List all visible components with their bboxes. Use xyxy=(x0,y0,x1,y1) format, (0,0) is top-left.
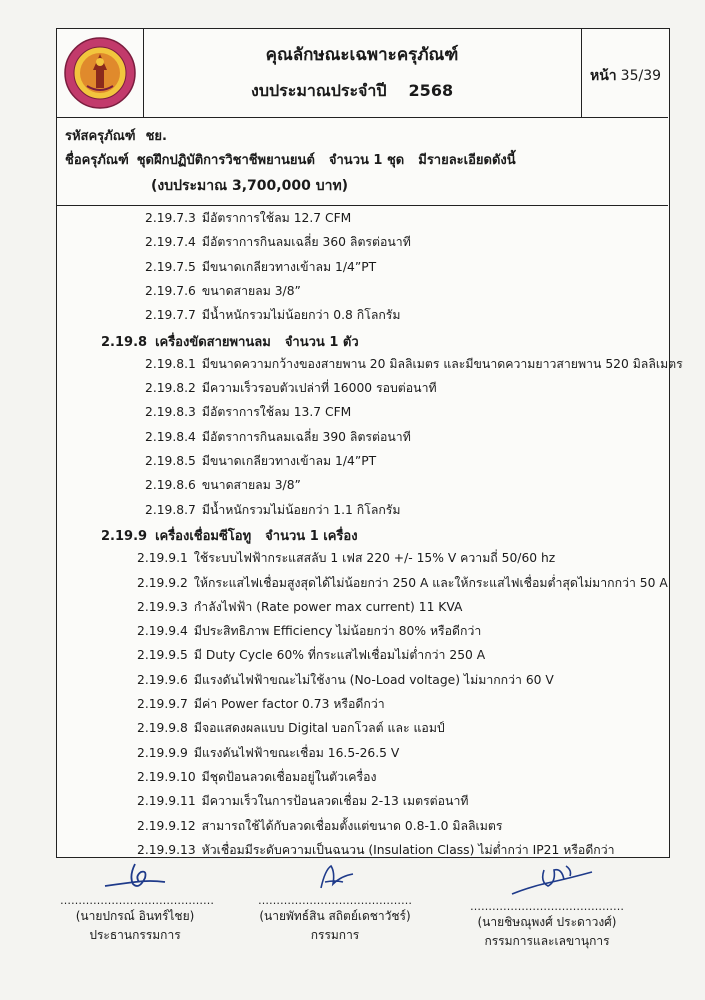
section-title: เครื่องขัดสายพานลม xyxy=(155,334,271,350)
signature-line: …………………………………… xyxy=(258,894,412,907)
item-text: มีอัตราการกินลมเฉลี่ย 360 ลิตรต่อนาที xyxy=(201,235,411,250)
spec-section-heading xyxy=(101,331,359,352)
item-text: ให้กระแสไฟเชื่อมสูงสุดได้ไม่น้อยกว่า 250 A และให้กระแสไฟเชื่อมต่ำสุดไม่มากกว่า 50 A xyxy=(193,575,668,590)
item-text: มีอัตราการใช้ลม 13.7 CFM xyxy=(201,405,352,420)
section-quantity: จำนวน 1 เครื่อง xyxy=(265,528,358,544)
item-text: มีแรงดันไฟฟ้าขณะไม่ใช้งาน (No-Load voltage) ไม่มากกว่า 60 V xyxy=(193,672,554,687)
item-text: มีน้ำหนักรวมไม่น้อยกว่า 0.8 กิโลกรัม xyxy=(201,308,401,323)
spec-item xyxy=(145,258,376,277)
item-text: ขนาดสายลม 3/8” xyxy=(201,478,301,493)
page-value: 35/39 xyxy=(620,68,662,84)
item-number: 2.19.9.12 xyxy=(137,818,196,833)
item-text: มีค่า Power factor 0.73 หรือดีกว่า xyxy=(193,697,385,711)
item-number: 2.19.8.5 xyxy=(145,454,196,468)
item-text: มีแรงดันไฟฟ้าขณะเชื่อม 16.5-26.5 V xyxy=(193,745,400,760)
spec-item xyxy=(145,379,437,398)
item-text: มีชุดป้อนลวดเชื่อมอยู่ในตัวเครื่อง xyxy=(201,769,377,784)
equipment-name-line xyxy=(65,149,516,170)
name-value: ชุดฝึกปฏิบัติการวิชาชีพยานยนต์ xyxy=(136,153,315,168)
name-label: ชื่อครุภัณฑ์ xyxy=(65,153,129,168)
budget-year-label: งบประมาณประจำปี xyxy=(251,81,387,100)
item-text: สามารถใช้ได้กับลวดเชื่อมตั้งแต่ขนาด 0.8-1.0 มิลลิเมตร xyxy=(201,818,503,833)
equipment-code-line xyxy=(65,125,167,146)
item-number: 2.19.7.7 xyxy=(145,308,196,323)
budget-amount: (งบประมาณ 3,700,000 บาท) xyxy=(151,178,349,194)
title-cell xyxy=(143,29,581,117)
signature-line: …………………………………… xyxy=(60,894,214,907)
signer-name: (นายชิษณุพงศ์ ประดาวงศ์) xyxy=(477,915,617,929)
spec-item xyxy=(145,306,401,325)
code-value: ชย. xyxy=(145,129,167,144)
item-number: 2.19.9.4 xyxy=(137,624,188,639)
spec-item xyxy=(137,841,615,860)
item-number: 2.19.9.9 xyxy=(137,745,188,760)
budget-year-value: 2568 xyxy=(408,81,454,100)
item-text: มีจอแสดงผลแบบ Digital บอกโวลต์ และ แอมป์ xyxy=(193,721,445,736)
item-text: มีอัตราการใช้ลม 12.7 CFM xyxy=(201,211,352,225)
spec-item xyxy=(137,574,668,593)
item-number: 2.19.7.6 xyxy=(145,283,196,298)
spec-sheet xyxy=(56,28,683,858)
item-number: 2.19.9.2 xyxy=(137,575,188,590)
signature-line: …………………………………… xyxy=(470,900,624,913)
detail-note: มีรายละเอียดดังนี้ xyxy=(418,153,516,168)
signer-role: กรรมการและเลขานุการ xyxy=(484,934,610,948)
section-number: 2.19.9 xyxy=(101,528,148,544)
handwritten-signature xyxy=(95,860,175,894)
item-number: 2.19.9.10 xyxy=(137,769,196,784)
item-number: 2.19.9.13 xyxy=(137,842,196,857)
signer-role: ประธานกรรมการ xyxy=(89,928,181,942)
spec-item xyxy=(137,646,485,665)
budget-year-line xyxy=(251,79,453,104)
document-header xyxy=(57,29,668,118)
item-number: 2.19.7.4 xyxy=(145,235,196,250)
spec-item xyxy=(137,622,481,641)
item-text: มีขนาดเกลียวทางเข้าลม 1/4”PT xyxy=(201,454,377,468)
item-text: กำลังไฟฟ้า (Rate power max current) 11 KVA xyxy=(193,599,463,614)
item-text: มีน้ำหนักรวมไม่น้อยกว่า 1.1 กิโลกรัม xyxy=(201,502,401,517)
item-text: หัวเชื่อมมีระดับความเป็นฉนวน (Insulation Class) ไม่ต่ำกว่า IP21 หรือดีกว่า xyxy=(201,842,615,857)
document-title: คุณลักษณะเฉพาะครุภัณฑ์ xyxy=(265,45,459,65)
spec-item xyxy=(145,476,301,495)
spec-item xyxy=(137,695,385,714)
item-number: 2.19.7.5 xyxy=(145,259,196,274)
item-number: 2.19.8.7 xyxy=(145,502,196,517)
spec-item xyxy=(145,452,376,471)
spec-section-heading xyxy=(101,525,358,546)
spec-item xyxy=(145,501,401,520)
page-label: หน้า xyxy=(589,68,617,84)
item-number: 2.19.9.5 xyxy=(137,648,188,663)
spec-item xyxy=(137,671,554,690)
spec-item xyxy=(145,355,683,374)
item-text: มีประสิทธิภาพ Efficiency ไม่น้อยกว่า 80% หรือดีกว่า xyxy=(193,624,482,639)
item-text: มี Duty Cycle 60% ที่กระแสไฟเชื่อมไม่ต่ำกว่า 250 A xyxy=(193,648,486,663)
item-number: 2.19.8.1 xyxy=(145,356,196,371)
spec-item xyxy=(137,792,468,811)
item-text: ขนาดสายลม 3/8” xyxy=(201,283,301,298)
signature-block-chair xyxy=(60,860,214,945)
item-number: 2.19.8.6 xyxy=(145,478,196,493)
spec-item xyxy=(137,549,555,568)
signer-name: (นายพัทธ์สิน สถิตย์เดชาวัชร์) xyxy=(259,909,411,923)
item-number: 2.19.9.1 xyxy=(137,551,188,566)
spec-item xyxy=(145,403,351,422)
handwritten-signature xyxy=(492,860,602,900)
item-number: 2.19.9.7 xyxy=(137,697,188,711)
spec-item xyxy=(137,598,462,617)
spec-item xyxy=(145,233,411,252)
item-number: 2.19.9.8 xyxy=(137,721,188,736)
spec-item xyxy=(145,282,301,301)
section-quantity: จำนวน 1 ตัว xyxy=(284,334,359,350)
signature-block-member xyxy=(250,860,420,945)
item-number: 2.19.9.11 xyxy=(137,794,196,809)
equipment-info xyxy=(57,117,668,206)
spec-item xyxy=(137,719,445,738)
logo-cell xyxy=(57,29,144,117)
handwritten-signature xyxy=(295,860,375,894)
spec-item xyxy=(145,209,351,228)
signature-block-secretary xyxy=(462,860,632,951)
spec-item xyxy=(137,744,399,763)
section-number: 2.19.8 xyxy=(101,334,148,350)
item-number: 2.19.9.6 xyxy=(137,672,188,687)
item-text: ใช้ระบบไฟฟ้ากระแสสลับ 1 เฟส 220 +/- 15% V ความถี่ 50/60 hz xyxy=(193,551,556,566)
page-number xyxy=(582,65,669,87)
spec-item xyxy=(137,817,502,836)
item-text: มีขนาดความกว้างของสายพาน 20 มิลลิเมตร และมีขนาดความยาวสายพาน 520 มิลลิเมตร xyxy=(201,356,683,371)
item-text: มีอัตราการกินลมเฉลี่ย 390 ลิตรต่อนาที xyxy=(201,429,411,444)
vocational-education-seal-icon xyxy=(63,36,137,110)
signer-role: กรรมการ xyxy=(310,928,360,942)
item-number: 2.19.7.3 xyxy=(145,211,196,225)
item-number: 2.19.9.3 xyxy=(137,599,188,614)
spec-item xyxy=(145,428,411,447)
section-title: เครื่องเชื่อมซีโอทู xyxy=(155,528,252,544)
item-number: 2.19.8.2 xyxy=(145,381,196,396)
item-text: มีขนาดเกลียวทางเข้าลม 1/4”PT xyxy=(201,259,377,274)
item-text: มีความเร็วรอบตัวเปล่าที่ 16000 รอบต่อนาที xyxy=(201,381,437,396)
page-number-cell xyxy=(581,29,669,117)
spec-item xyxy=(137,768,377,787)
item-number: 2.19.8.4 xyxy=(145,429,196,444)
item-number: 2.19.8.3 xyxy=(145,405,196,420)
signer-name: (นายปกรณ์ อินทร์ไชย) xyxy=(75,909,195,923)
quantity: จำนวน 1 ชุด xyxy=(328,153,405,168)
code-label: รหัสครุภัณฑ์ xyxy=(65,129,136,144)
item-text: มีความเร็วในการป้อนลวดเชื่อม 2-13 เมตรต่อนาที xyxy=(201,794,469,809)
